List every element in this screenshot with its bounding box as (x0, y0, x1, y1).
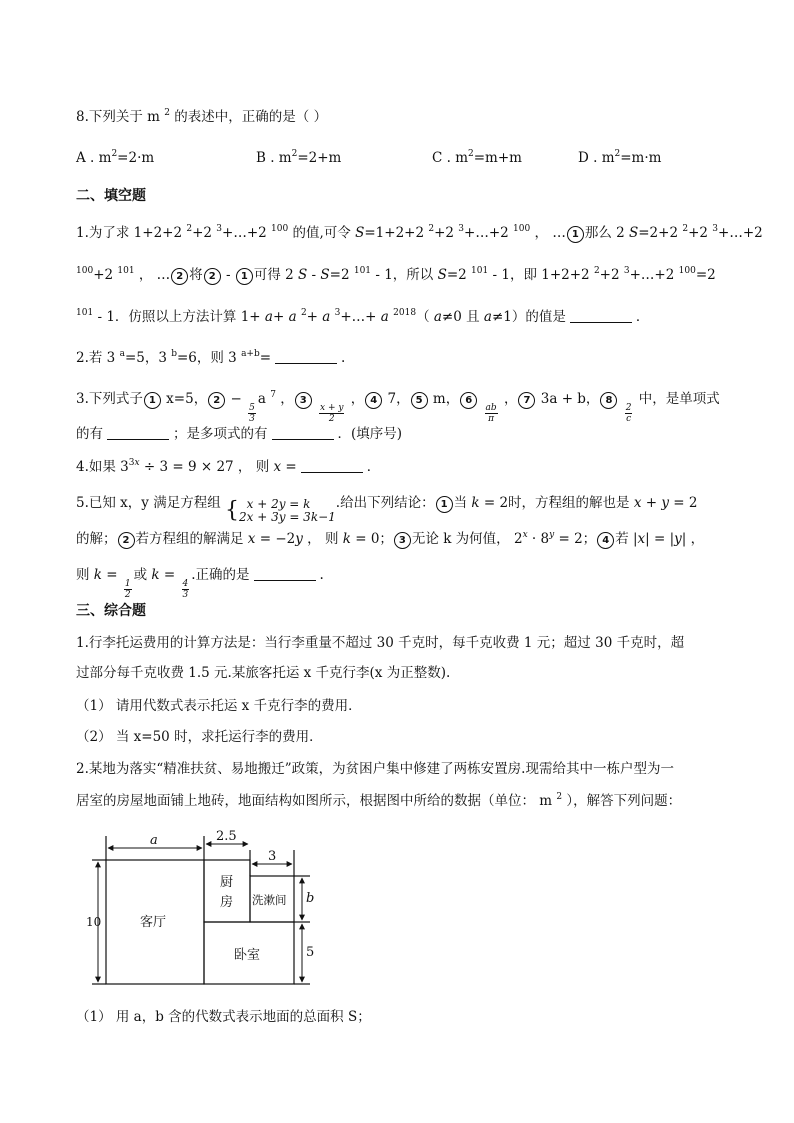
fill-q1-line3: $^{101}$ - 1．仿照以上方法计算 1+ a+ a $^2$+ a $^3$+…+ a $^{2018}$（ a≠0 且 a≠1）的值是 ． (76, 308, 650, 325)
comp-q2-line2: 居室的房屋地面铺上地砖，地面结构如图所示，根据图中所给的数据（单位： m $^2$ ），解答下列问题： (76, 792, 682, 809)
fill-q1-line1: 1.为了求 1+2+2 $^2$+2 $^3$+…+2 $^{100}$ 的值,可令 S=1+2+2 $^2$+2 $^3$+…+2 $^{100}$ ， … 1 那么 2 S=2+2 $^2$+2 $^3$+…+2 (76, 224, 763, 241)
answer-blank[interactable] (107, 426, 169, 440)
room-label-kitchen-2: 房 (220, 895, 234, 910)
comp-q1-part1: （1） 请用代数式表示托运 x 千克行李的费用． (76, 698, 362, 714)
section-title-fill-in: 二、填空题 (76, 188, 146, 204)
comp-q2-part1: （1） 用 a，b 含的代数式表示地面的总面积 S； (76, 1009, 371, 1025)
dim-label-5: 5 (306, 945, 315, 960)
q8-option-a: A . $m^2=2\cdot m$ (76, 149, 155, 166)
comp-q1-line1: 1.行李托运费用的计算方法是：当行李重量不超过 30 千克时，每千克收费 1 元；超过 30 千克时，超 (76, 635, 685, 651)
fill-q5-line3: 则 k = $\frac{1}{2}$ 或 k = $\frac{4}{3}$ .正确的是 . (76, 567, 324, 600)
dim-label-2-5: 2.5 (216, 829, 237, 844)
q8-option-c: C . $m^2=m+m$ (432, 149, 522, 166)
floor-plan-figure (84, 822, 344, 1002)
room-label-kitchen-1: 厨 (220, 875, 234, 890)
answer-blank[interactable] (570, 309, 632, 323)
answer-blank[interactable] (272, 426, 334, 440)
fill-q5-line1: 5.已知 x，y 满足方程组 { x + 2y = k 2x + 3y = 3k−1 .给出下列结论： 1 当 k = 2时，方程组的解也是 x + y = 2 (76, 495, 698, 524)
q8-stem: 8.下列关于 m $^2$ 的表述中，正确的是（ ） (76, 108, 328, 125)
answer-blank[interactable] (275, 350, 337, 364)
dim-label-b: b (306, 891, 315, 906)
room-label-bedroom: 卧室 (234, 948, 261, 963)
fill-q5-line2: 的解； 2 若方程组的解满足 x = −2y ， 则 k = 0； 3 无论 k 为何值， $2^x \cdot 8^y = 2$； 4 若 |x| = |y| ， (76, 530, 705, 547)
dim-label-10: 10 (86, 915, 102, 929)
section-title-comprehensive: 三、综合题 (76, 603, 146, 619)
q8-option-d: D . $m^2=m\cdot m$ (578, 149, 662, 166)
fill-q4: 4.如果 $3^{3x} \div 3 = 9 \times 27$ ， 则 x = ． (76, 458, 381, 475)
answer-blank[interactable] (254, 567, 316, 581)
dim-label-3: 3 (268, 849, 277, 864)
comp-q1-line2: 过部分每千克收费 1.5 元.某旅客托运 x 千克行李(x 为正整数). (76, 665, 451, 681)
comp-q2-line1: 2.某地为落实“精准扶贫、易地搬迁”政策，为贫困户集中修建了两栋安置房.现需给其中一栋户型为一 (76, 761, 674, 777)
q8-option-b: B . $m^2=2+m$ (256, 149, 342, 166)
fill-q1-line2: $^{100}$+2 $^{101}$ ， … 2 将 2 - 1 可得 2 S - S=2 $^{101}$ - 1，所以 S=2 $^{101}$ - 1，即 1+2+2 $^2$+2 $^3$+…+2 $^{100}$=2 (76, 266, 716, 283)
dim-label-a: a (150, 833, 158, 848)
kitchen-area (204, 860, 250, 922)
answer-blank[interactable] (301, 459, 363, 473)
room-label-washroom: 洗漱间 (252, 893, 287, 907)
comp-q1-part2: （2） 当 x=50 时，求托运行李的费用． (76, 729, 323, 745)
fill-q3-line1: 3.下列式子 1 x=5， 2 − $\frac{5}{3}$ a $^7$ ， 3 $\frac{x + y}{2}$ ， 4 7， 5 m， 6 $\frac{ab}{\pi}$ ， 7 3a + b， 8 $\frac{2}{c}$ 中，是单项式 (76, 390, 720, 424)
fill-q2: 2.若 3 $^a$=5，3 $^b$=6，则 3 $^{a+b}$= . (76, 349, 346, 366)
fill-q3-line2: 的有 ；是多项式的有 ．(填序号) (76, 426, 403, 442)
room-label-living: 客厅 (140, 915, 167, 930)
